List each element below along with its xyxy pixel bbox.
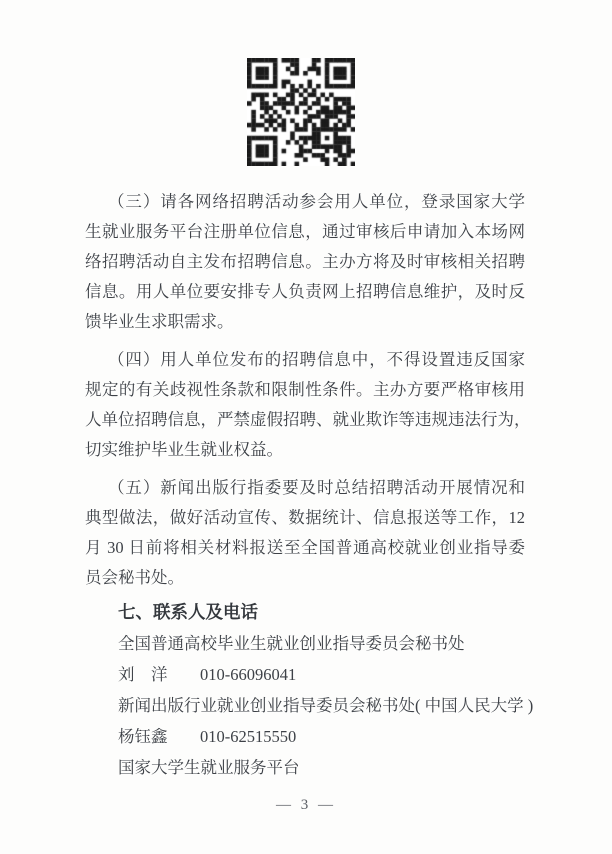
qr-code xyxy=(247,58,355,166)
text-line: 典型做法，做好活动宣传、数据统计、信息报送等工作，12 xyxy=(85,508,525,527)
contact-phone: 010-66096041 xyxy=(200,665,297,684)
contact-name: 刘 洋 xyxy=(118,665,168,684)
contact-name: 杨钰鑫 xyxy=(118,727,168,746)
text-line: 生就业服务平台注册单位信息，通过审核后申请加入本场网 xyxy=(85,222,525,241)
text-line: 馈毕业生求职需求。 xyxy=(85,312,234,331)
document-body xyxy=(85,187,531,593)
text-line: （五）新闻出版行指委要及时总结招聘活动开展情况和 xyxy=(108,478,525,497)
text-line: 信息。用人单位要安排专人负责网上招聘信息维护，及时反 xyxy=(85,282,525,301)
paragraph-five xyxy=(85,473,525,593)
text-line: 络招聘活动自主发布招聘信息。主办方将及时审核相关招聘 xyxy=(85,252,525,271)
text-line: 规定的有关歧视性条款和限制性条件。主办方要严格审核用 xyxy=(85,380,525,399)
text-line: 月 30 日前将相关材料报送至全国普通高校就业创业指导委 xyxy=(85,538,525,557)
paragraph-four xyxy=(85,345,531,465)
text-line: （四）用人单位发布的招聘信息中，不得设置违反国家 xyxy=(108,350,525,369)
contacts-heading: 七、联系人及电话 xyxy=(118,602,258,622)
contacts-section xyxy=(118,597,588,783)
paragraph-three xyxy=(85,187,525,337)
contact-line xyxy=(118,721,588,752)
contact-phone: 010-62515550 xyxy=(200,727,297,746)
contact-line: 新闻出版行业就业创业指导委员会秘书处( 中国人民大学 ) xyxy=(118,696,534,715)
text-line: 切实维护毕业生就业权益。 xyxy=(85,440,283,459)
page-number: — 3 — xyxy=(276,797,336,813)
contact-line: 全国普通高校毕业生就业创业指导委员会秘书处 xyxy=(118,634,465,653)
contact-line: 国家大学生就业服务平台 xyxy=(118,758,300,777)
contact-line xyxy=(118,659,588,690)
text-line: （三）请各网络招聘活动参会用人单位，登录国家大学 xyxy=(108,192,525,211)
text-line: 员会秘书处。 xyxy=(85,568,184,587)
text-line: 人单位招聘信息，严禁虚假招聘、就业欺诈等违规违法行为， xyxy=(85,410,531,429)
